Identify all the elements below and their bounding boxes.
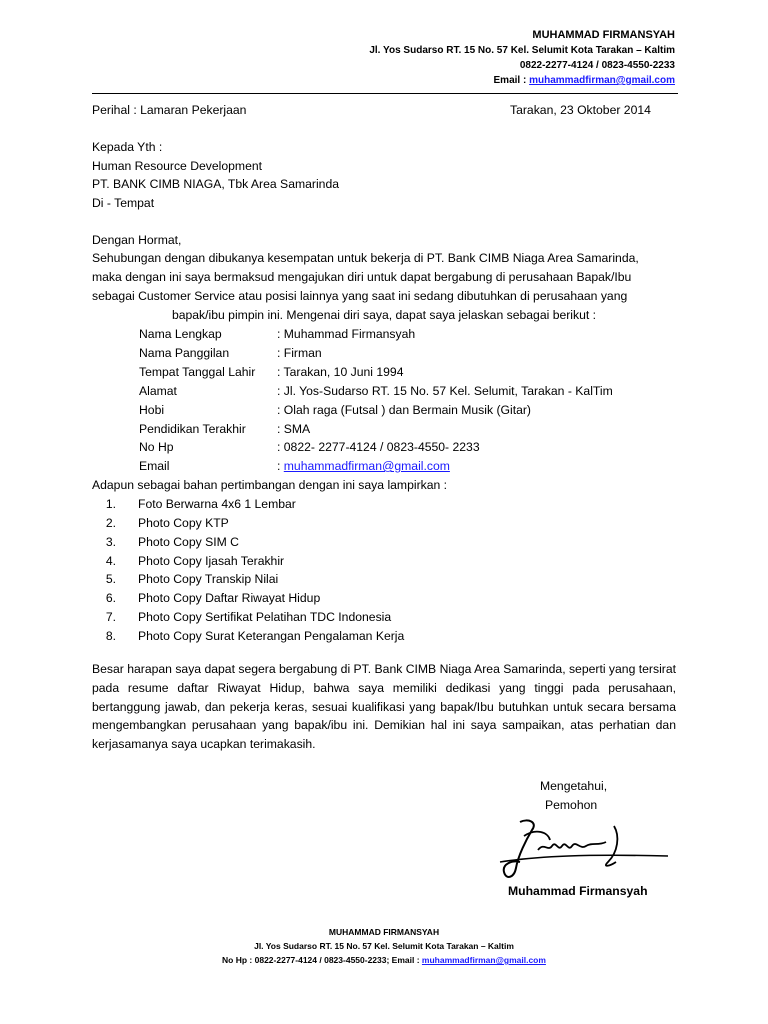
detail-value: : Tarakan, 10 Juni 1994 bbox=[277, 365, 404, 379]
attachment-text: Photo Copy Sertifikat Pelatihan TDC Indonesia bbox=[138, 610, 392, 624]
email-colon: : bbox=[277, 459, 284, 473]
sign-line-2: Pemohon bbox=[545, 798, 598, 812]
detail-value: : Olah raga (Futsal ) dan Bermain Musik (Gitar) bbox=[277, 403, 531, 417]
closing-paragraph: Besar harapan saya dapat segera bergabung di PT. Bank CIMB Niaga Area Samarinda, seperti yang tersirat pada resume daftar Riwayat Hidup, bahwa saya memiliki dedikasi yang tinggi pada perusahaan, bertanggung jawab, dan pekerja keras, sesuai kualifikasi yang bapak/Ibu butuhkan untuk secara bersama mengembangkan perusahaan yang bapak/ibu ini. Demikian hal ini saya sampaikan, atas perhatian dan kerjasamanya saya ucapkan terimakasih. bbox=[92, 662, 676, 752]
header-name: MUHAMMAD FIRMANSYAH bbox=[532, 29, 675, 41]
recipient-line-3: PT. BANK CIMB NIAGA, Tbk Area Samarinda bbox=[92, 177, 339, 191]
signer-name: Muhammad Firmansyah bbox=[508, 884, 648, 898]
attachment-item bbox=[92, 497, 296, 511]
attachment-text: Photo Copy KTP bbox=[138, 516, 229, 530]
attachment-item bbox=[92, 535, 239, 549]
header-email-line bbox=[494, 75, 675, 86]
detail-value: : Jl. Yos-Sudarso RT. 15 No. 57 Kel. Selumit, Tarakan - KalTim bbox=[277, 384, 613, 398]
attachment-item bbox=[92, 591, 320, 605]
recipient-line-2: Human Resource Development bbox=[92, 159, 263, 173]
attachment-text: Photo Copy Surat Keterangan Pengalaman Kerja bbox=[138, 629, 405, 643]
attachment-item bbox=[92, 629, 404, 643]
detail-value: : SMA bbox=[277, 422, 311, 436]
attachment-number: 6. bbox=[105, 591, 116, 605]
detail-value bbox=[277, 459, 450, 473]
sign-line-1: Mengetahui, bbox=[540, 779, 608, 793]
attachment-number: 2. bbox=[105, 516, 116, 530]
detail-label: Nama Panggilan bbox=[139, 346, 230, 360]
handwritten-signature bbox=[498, 816, 673, 886]
attachment-number: 4. bbox=[105, 554, 116, 568]
attachment-item bbox=[92, 572, 278, 586]
footer-contact-text: No Hp : 0822-2277-4124 / 0823-4550-2233; Email : bbox=[222, 955, 422, 965]
attachment-item bbox=[92, 610, 391, 624]
footer-name: MUHAMMAD FIRMANSYAH bbox=[328, 927, 440, 937]
header-email-label: Email : bbox=[493, 75, 530, 86]
header-phone: 0822-2277-4124 / 0823-4550-2233 bbox=[519, 60, 675, 71]
attachment-text: Foto Berwarna 4x6 1 Lembar bbox=[138, 497, 296, 511]
footer-contact bbox=[0, 955, 768, 965]
attachment-text: Photo Copy Transkip Nilai bbox=[138, 572, 279, 586]
intro-line: Sehubungan dengan dibukanya kesempatan untuk bekerja di PT. Bank CIMB Niaga Area Samarinda, bbox=[92, 251, 639, 265]
recipient-line-1: Kepada Yth : bbox=[92, 140, 163, 154]
attachment-item bbox=[92, 516, 229, 530]
intro-line: bapak/ibu pimpin ini. Mengenai diri saya, dapat saya jelaskan sebagai berikut : bbox=[171, 308, 597, 322]
detail-label: Email bbox=[139, 459, 170, 473]
attachment-item bbox=[92, 554, 284, 568]
attachment-number: 7. bbox=[105, 610, 116, 624]
subject-line: Perihal : Lamaran Pekerjaan bbox=[92, 103, 247, 117]
detail-label: Pendidikan Terakhir bbox=[139, 422, 246, 436]
header-email-link[interactable]: muhammadfirman@gmail.com bbox=[529, 75, 675, 86]
attachment-number: 5. bbox=[105, 572, 116, 586]
detail-email-link[interactable]: muhammadfirman@gmail.com bbox=[283, 459, 450, 473]
letter-date: Tarakan, 23 Oktober 2014 bbox=[510, 103, 651, 117]
detail-value: : 0822- 2277-4124 / 0823-4550- 2233 bbox=[277, 440, 480, 454]
footer-email-link[interactable]: muhammadfirman@gmail.com bbox=[421, 955, 546, 965]
detail-label: No Hp bbox=[139, 440, 174, 454]
detail-value: : Muhammad Firmansyah bbox=[277, 327, 416, 341]
intro-line: maka dengan ini saya bermaksud mengajukan diri untuk dapat bergabung di perusahaan Bapak/Ibu bbox=[92, 270, 632, 284]
detail-value: : Firman bbox=[277, 346, 322, 360]
detail-label: Hobi bbox=[139, 403, 165, 417]
attachment-number: 8. bbox=[105, 629, 116, 643]
header-divider bbox=[92, 93, 678, 94]
attachment-text: Photo Copy Ijasah Terakhir bbox=[138, 554, 285, 568]
attachment-text: Photo Copy Daftar Riwayat Hidup bbox=[138, 591, 321, 605]
attachment-number: 3. bbox=[105, 535, 116, 549]
intro-line: sebagai Customer Service atau posisi lainnya yang saat ini sedang dibutuhkan di perusahaan yang bbox=[92, 289, 628, 303]
detail-label: Tempat Tanggal Lahir bbox=[139, 365, 256, 379]
recipient-line-4: Di - Tempat bbox=[92, 196, 155, 210]
attachment-number: 1. bbox=[105, 497, 116, 511]
attachments-intro: Adapun sebagai bahan pertimbangan dengan ini saya lampirkan : bbox=[92, 478, 448, 492]
footer-address: Jl. Yos Sudarso RT. 15 No. 57 Kel. Selumit Kota Tarakan – Kaltim bbox=[254, 941, 514, 951]
attachment-text: Photo Copy SIM C bbox=[138, 535, 239, 549]
header-address: Jl. Yos Sudarso RT. 15 No. 57 Kel. Selumit Kota Tarakan – Kaltim bbox=[369, 45, 675, 56]
greeting: Dengan Hormat, bbox=[92, 233, 182, 247]
detail-label: Alamat bbox=[139, 384, 177, 398]
detail-label: Nama Lengkap bbox=[139, 327, 222, 341]
